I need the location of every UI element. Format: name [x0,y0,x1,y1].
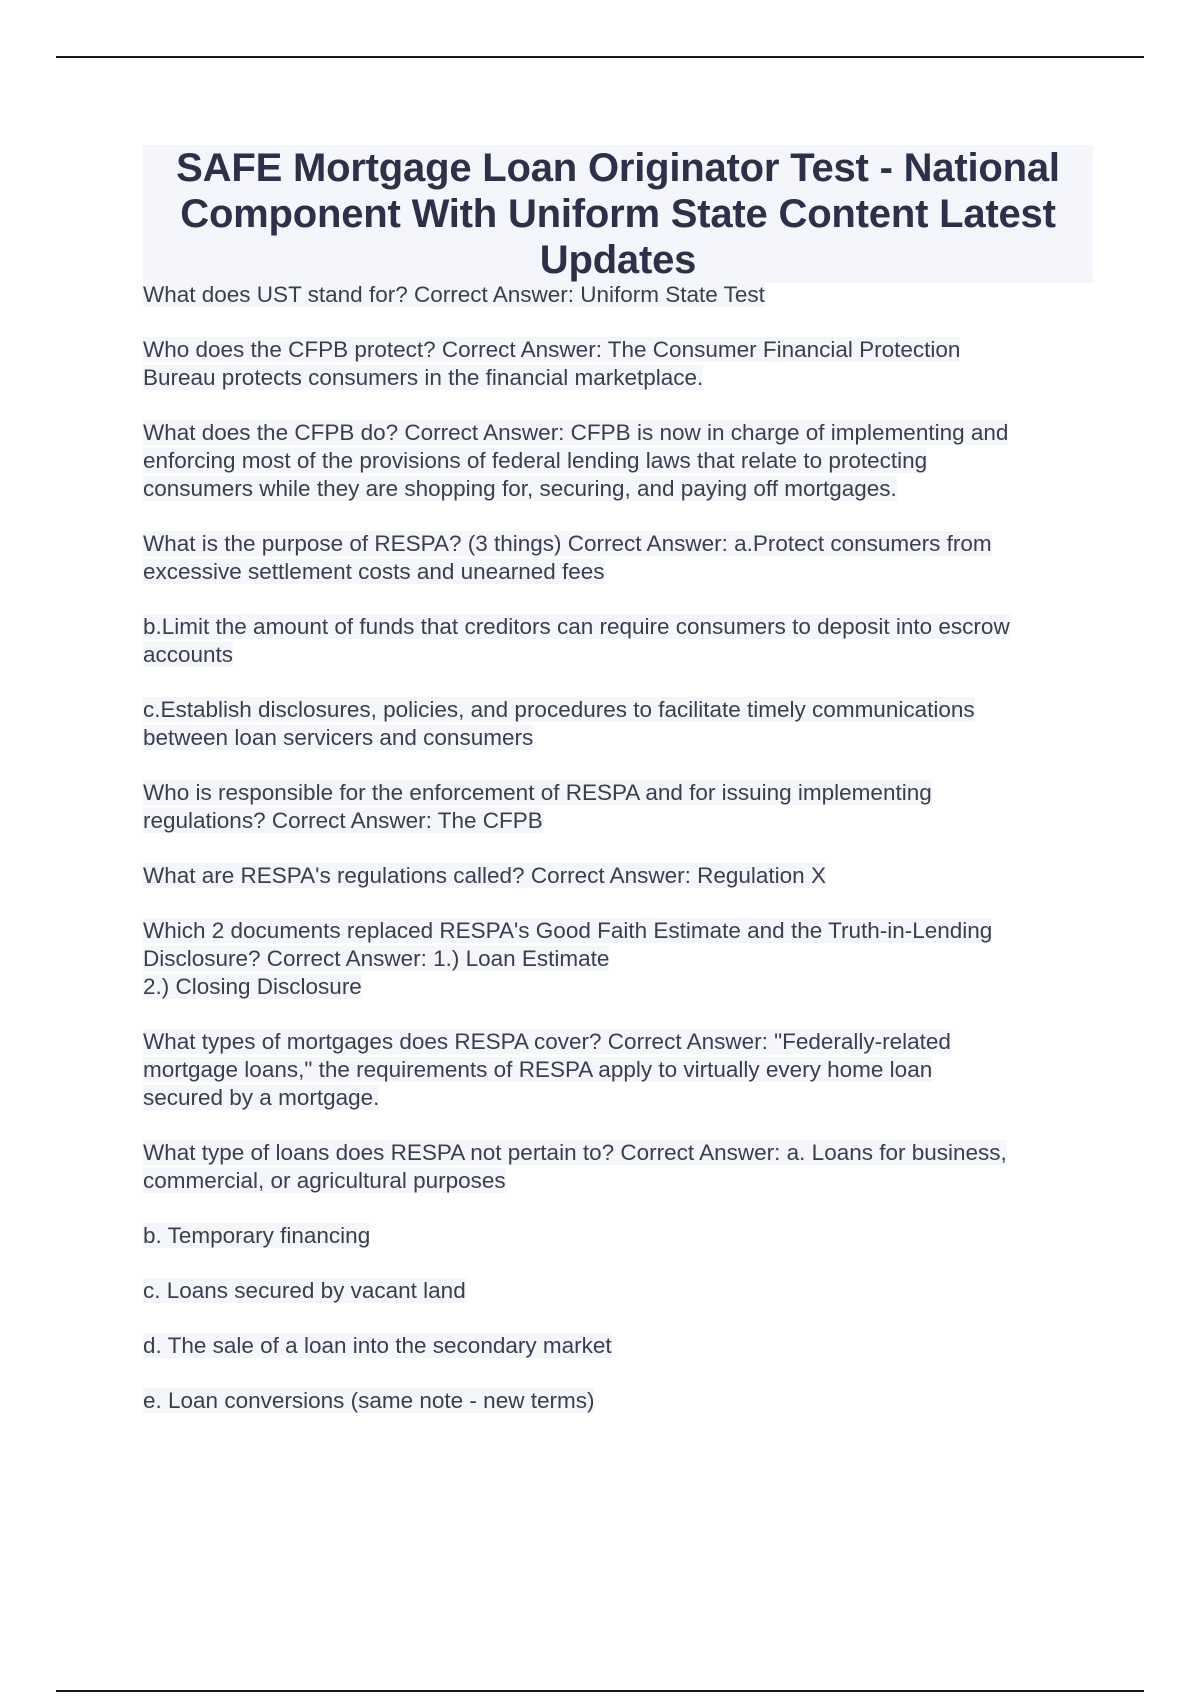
paragraph-text: Who is responsible for the enforcement of RESPA and for issuing implementing regulations? Correct Answer: The CFPB [143,780,932,833]
paragraph [143,281,1088,309]
paragraph-text: c.Establish disclosures, policies, and procedures to facilitate timely communications between loan servicers and consumers [143,697,975,750]
paragraph-text: What is the purpose of RESPA? (3 things) Correct Answer: a.Protect consumers from excessive settlement costs and unearned fees [143,531,992,584]
paragraph-text: What does UST stand for? Correct Answer: Uniform State Test [143,282,765,307]
paragraph-text: b. Temporary financing [143,1223,371,1248]
paragraph [143,336,1088,392]
paragraph [143,779,1088,835]
paragraph [143,1277,1088,1305]
paragraph-text: What are RESPA's regulations called? Correct Answer: Regulation X [143,863,826,888]
paragraph [143,1028,1088,1112]
paragraph [143,862,1088,890]
paragraph [143,1387,1088,1415]
paragraph [143,917,1088,1001]
top-rule [56,56,1144,58]
paragraph-text: Who does the CFPB protect? Correct Answer: The Consumer Financial Protection Bureau protects consumers in the financial marketplace. [143,337,961,390]
paragraph-text: d. The sale of a loan into the secondary market [143,1333,612,1358]
paragraph-text: What types of mortgages does RESPA cover? Correct Answer: "Federally-related mortgage loans," the requirements of RESPA apply to virtually every home loan secured by a mortgage. [143,1029,951,1110]
document-title: SAFE Mortgage Loan Originator Test - National Component With Uniform State Content Latest Updates [176,146,1060,282]
paragraph-text: e. Loan conversions (same note - new terms) [143,1388,595,1413]
paragraph-text: c. Loans secured by vacant land [143,1278,466,1303]
paragraph [143,696,1088,752]
bottom-rule [56,1690,1144,1692]
paragraph-text: What does the CFPB do? Correct Answer: CFPB is now in charge of implementing and enforcing most of the provisions of federal lending laws that relate to protecting consumers while they are shopping for, securing, and paying off mortgages. [143,420,1009,501]
document-body [143,281,1088,1415]
paragraph [143,1222,1088,1250]
paragraph-text: What type of loans does RESPA not pertain to? Correct Answer: a. Loans for business, commercial, or agricultural purposes [143,1140,1007,1193]
paragraph [143,1332,1088,1360]
paragraph [143,1139,1088,1195]
title-block [143,145,1093,283]
paragraph-text: Which 2 documents replaced RESPA's Good Faith Estimate and the Truth-in-Lending Disclosure? Correct Answer: 1.) Loan Estimate 2.) Closing Disclosure [143,918,993,999]
paragraph-text: b.Limit the amount of funds that creditors can require consumers to deposit into escrow accounts [143,614,1010,667]
paragraph [143,613,1088,669]
paragraph [143,530,1088,586]
paragraph [143,419,1088,503]
